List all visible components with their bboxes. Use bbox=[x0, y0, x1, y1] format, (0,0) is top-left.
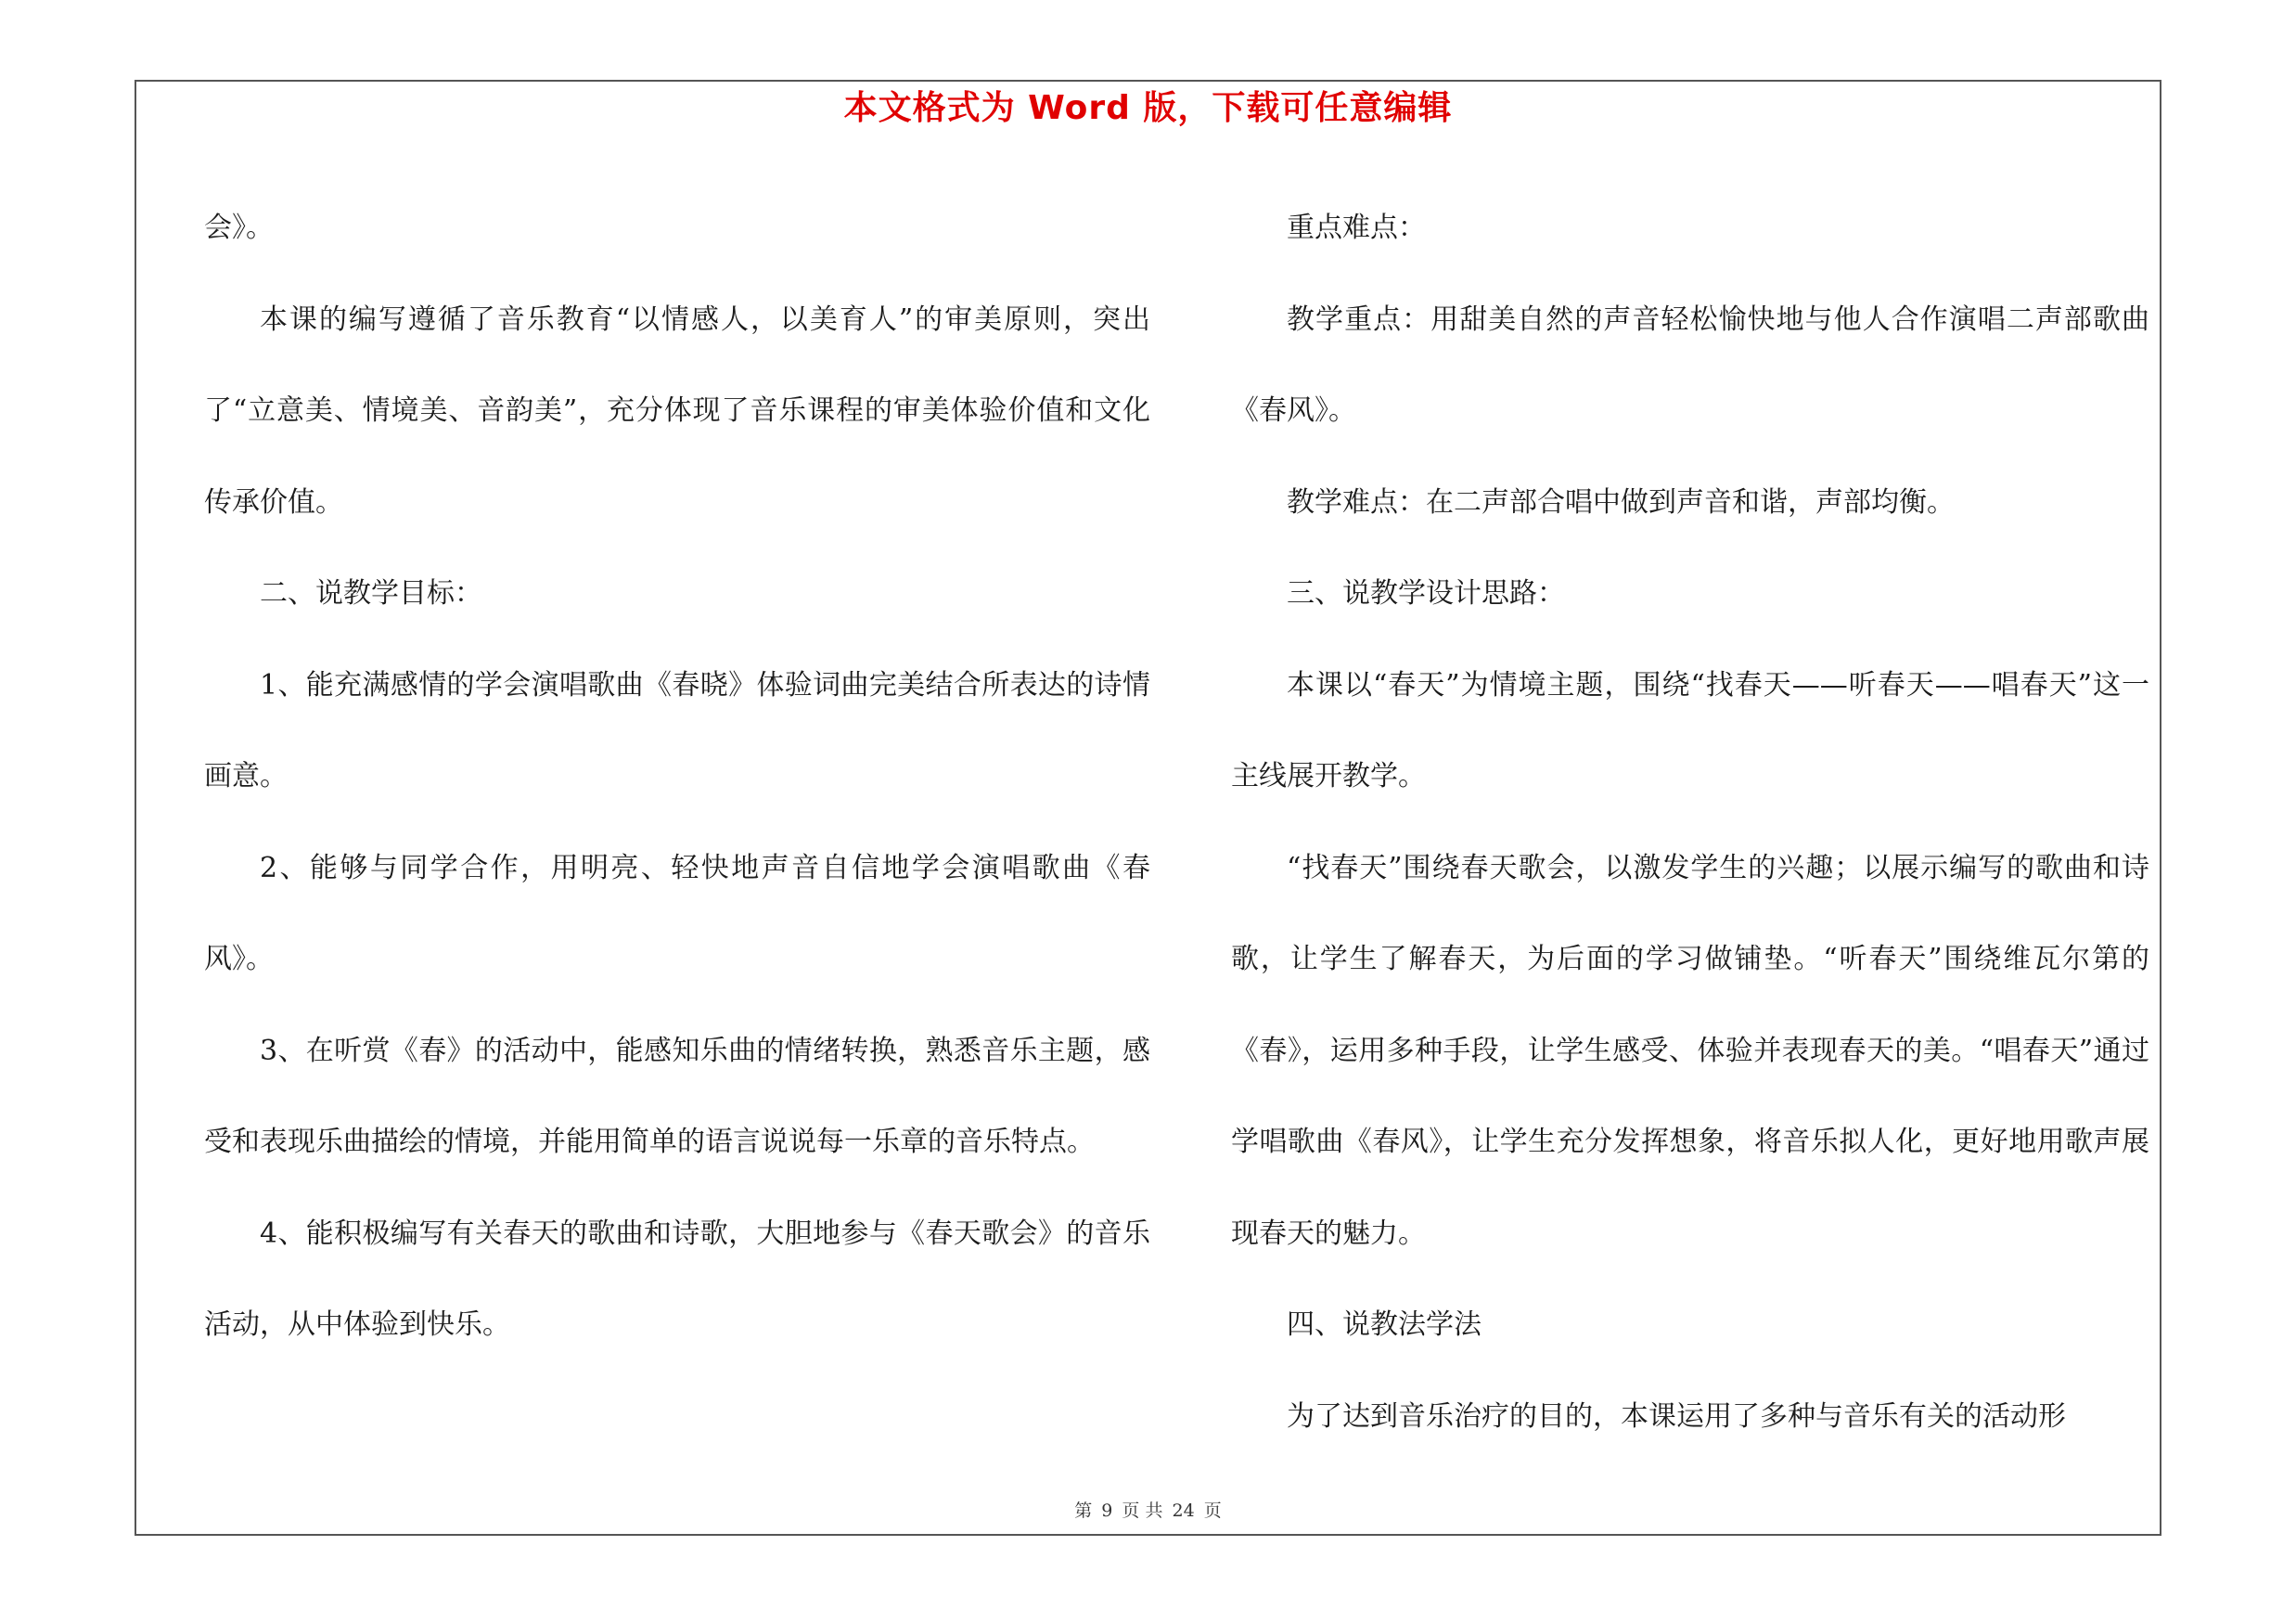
footer-current-page: 9 bbox=[1101, 1501, 1113, 1521]
right-column bbox=[1231, 183, 2149, 1462]
footer-prefix: 第 bbox=[1074, 1501, 1093, 1521]
paragraph: 1、能充满感情的学会演唱歌曲《春晓》体验词曲完美结合所表达的诗情画意。 bbox=[204, 668, 1150, 792]
footer-total-pages: 24 bbox=[1172, 1501, 1195, 1521]
paragraph: 本课的编写遵循了音乐教育“以情感人，以美育人”的审美原则，突出了“立意美、情境美、音韵美”，充分体现了音乐课程的审美体验价值和文化传承价值。 bbox=[204, 303, 1150, 519]
footer-suffix: 页 bbox=[1203, 1501, 1222, 1521]
section-heading: 三、说教学设计思路： bbox=[1287, 577, 1565, 610]
section-heading: 重点难点： bbox=[1287, 212, 1426, 244]
paragraph-continuation: 会》。 bbox=[204, 212, 274, 244]
page-footer bbox=[0, 1497, 2296, 1522]
paragraph: 本课以“春天”为情境主题，围绕“找春天——听春天——唱春天”这一主线展开教学。 bbox=[1231, 668, 2149, 792]
section-heading: 四、说教法学法 bbox=[1287, 1308, 1481, 1341]
paragraph: 3、在听赏《春》的活动中，能感知乐曲的情绪转换，熟悉音乐主题，感受和表现乐曲描绘的情境，并能用简单的语言说说每一乐章的音乐特点。 bbox=[204, 1034, 1150, 1158]
paragraph: “找春天”围绕春天歌会，以激发学生的兴趣；以展示编写的歌曲和诗歌，让学生了解春天，为后面的学习做铺垫。“听春天”围绕维瓦尔第的《春》，运用多种手段，让学生感受、体验并表现春天的美。“唱春天”通过学唱歌曲《春风》，让学生充分发挥想象，将音乐拟人化，更好地用歌声展现春天的魅力。 bbox=[1231, 851, 2149, 1250]
paragraph: 教学重点：用甜美自然的声音轻松愉快地与他人合作演唱二声部歌曲《春风》。 bbox=[1231, 303, 2149, 427]
paragraph: 2、能够与同学合作，用明亮、轻快地声音自信地学会演唱歌曲《春风》。 bbox=[204, 851, 1150, 975]
paragraph: 教学难点：在二声部合唱中做到声音和谐，声部均衡。 bbox=[1287, 485, 1955, 519]
document-header-title: 本文格式为 Word 版，下载可任意编辑 bbox=[843, 89, 1453, 127]
footer-middle: 页 共 bbox=[1122, 1501, 1163, 1521]
paragraph: 4、能积极编写有关春天的歌曲和诗歌，大胆地参与《春天歌会》的音乐活动，从中体验到快乐。 bbox=[204, 1217, 1150, 1341]
left-column bbox=[204, 183, 1150, 1372]
section-heading: 二、说教学目标： bbox=[260, 577, 482, 610]
paragraph: 为了达到音乐治疗的目的，本课运用了多种与音乐有关的活动形 bbox=[1287, 1399, 2066, 1433]
